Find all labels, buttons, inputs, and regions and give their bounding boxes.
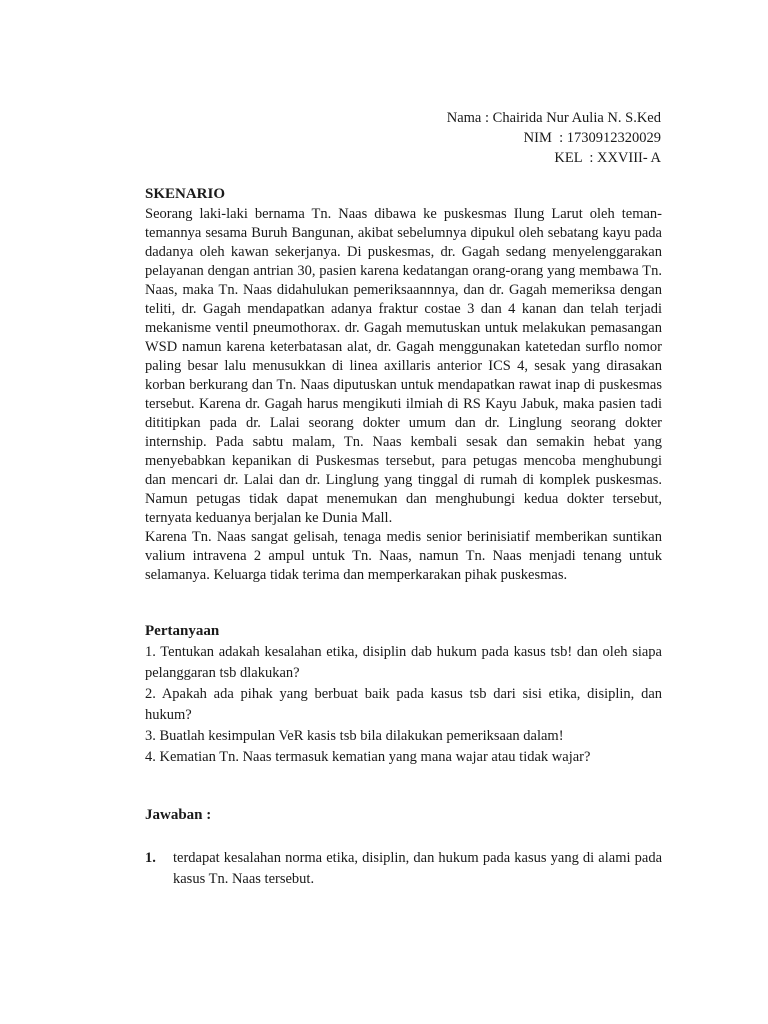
answers-section [145, 806, 662, 825]
questions-section [145, 621, 662, 768]
scenario-paragraph-1: Seorang laki-laki bernama Tn. Naas dibawa ke puskesmas Ilung Larut oleh teman-temannya sesama Buruh Bangunan, akibat sebelumnya dipukul oleh sebatang kayu pada dadanya oleh kawan sekerjanya. Di puskesmas, dr. Gagah sedang menyelenggarakan pelayanan dengan antrian 30, pasien karena kedatangan orang-orang yang membawa Tn. Naas, maka Tn. Naas didahulukan pemeriksaannnya, dan dr. Gagah memeriksa dengan teliti, dr. Gagah mendapatkan adanya fraktur costae 3 dan 4 kanan dan telah terjadi mekanisme ventil pneumothorax. dr. Gagah memutuskan untuk melakukan pemasangan WSD namun karena keterbatasan alat, dr. Gagah menggunakan katetedan surflo nomor paling besar lalu menusukkan di linea axillaris anterior ICS 4, sesak yang dirasakan korban berkurang dan Tn. Naas diputuskan untuk mendapatkan rawat inap di puskesmas tersebut. Karena dr. Gagah harus mengikuti ilmiah di RS Kayu Jabuk, maka pasien tadi dititipkan pada dr. Lalai seorang dokter umum dan dr. Linglung seorang dokter internship. Pada sabtu malam, Tn. Naas kembali sesak dan semakin hebat yang menyebabkan kepanikan di Puskesmas tersebut, para petugas mencoba menghubungi dan mencari dr. Lalai dan dr. Linglung yang tinggal di rumah di komplek puskesmas. Namun petugas tidak dapat menemukan dan menghubungi kedua dokter tersebut, ternyata keduanya berjalan ke Dunia Mall. [145, 206, 662, 526]
question-item: 2. Apakah ada pihak yang berbuat baik pada kasus tsb dari sisi etika, disiplin, dan hukum? [145, 686, 662, 723]
answers-title: Jawaban : [145, 807, 212, 823]
answer-number: 1. [145, 850, 156, 866]
answers-list [145, 848, 662, 890]
student-group: KEL : XXVIII- A [554, 150, 661, 166]
student-info [447, 108, 661, 168]
answer-text: terdapat kesalahan norma etika, disiplin, dan hukum pada kasus yang di alami pada kasus Tn. Naas tersebut. [173, 850, 662, 887]
questions-title: Pertanyaan [145, 623, 220, 639]
student-name: Nama : Chairida Nur Aulia N. S.Ked [446, 110, 661, 126]
scenario-paragraph-2: Karena Tn. Naas sangat gelisah, tenaga medis senior berinisiatif memberikan suntikan valium intravena 2 ampul untuk Tn. Naas, namun Tn. Naas menjadi tenang untuk selamanya. Keluarga tidak terima dan memperkarakan pihak puskesmas. [145, 529, 662, 583]
scenario-section [145, 185, 662, 585]
question-item: 4. Kematian Tn. Naas termasuk kematian yang mana wajar atau tidak wajar? [145, 749, 591, 765]
question-item: 1. Tentukan adakah kesalahan etika, disiplin dab hukum pada kasus tsb! dan oleh siapa pelanggaran tsb dlakukan? [145, 644, 662, 681]
answer-item [145, 848, 662, 890]
student-nim: NIM : 1730912320029 [523, 130, 661, 146]
question-item: 3. Buatlah kesimpulan VeR kasis tsb bila dilakukan pemeriksaan dalam! [145, 728, 564, 744]
scenario-title: SKENARIO [145, 186, 226, 202]
